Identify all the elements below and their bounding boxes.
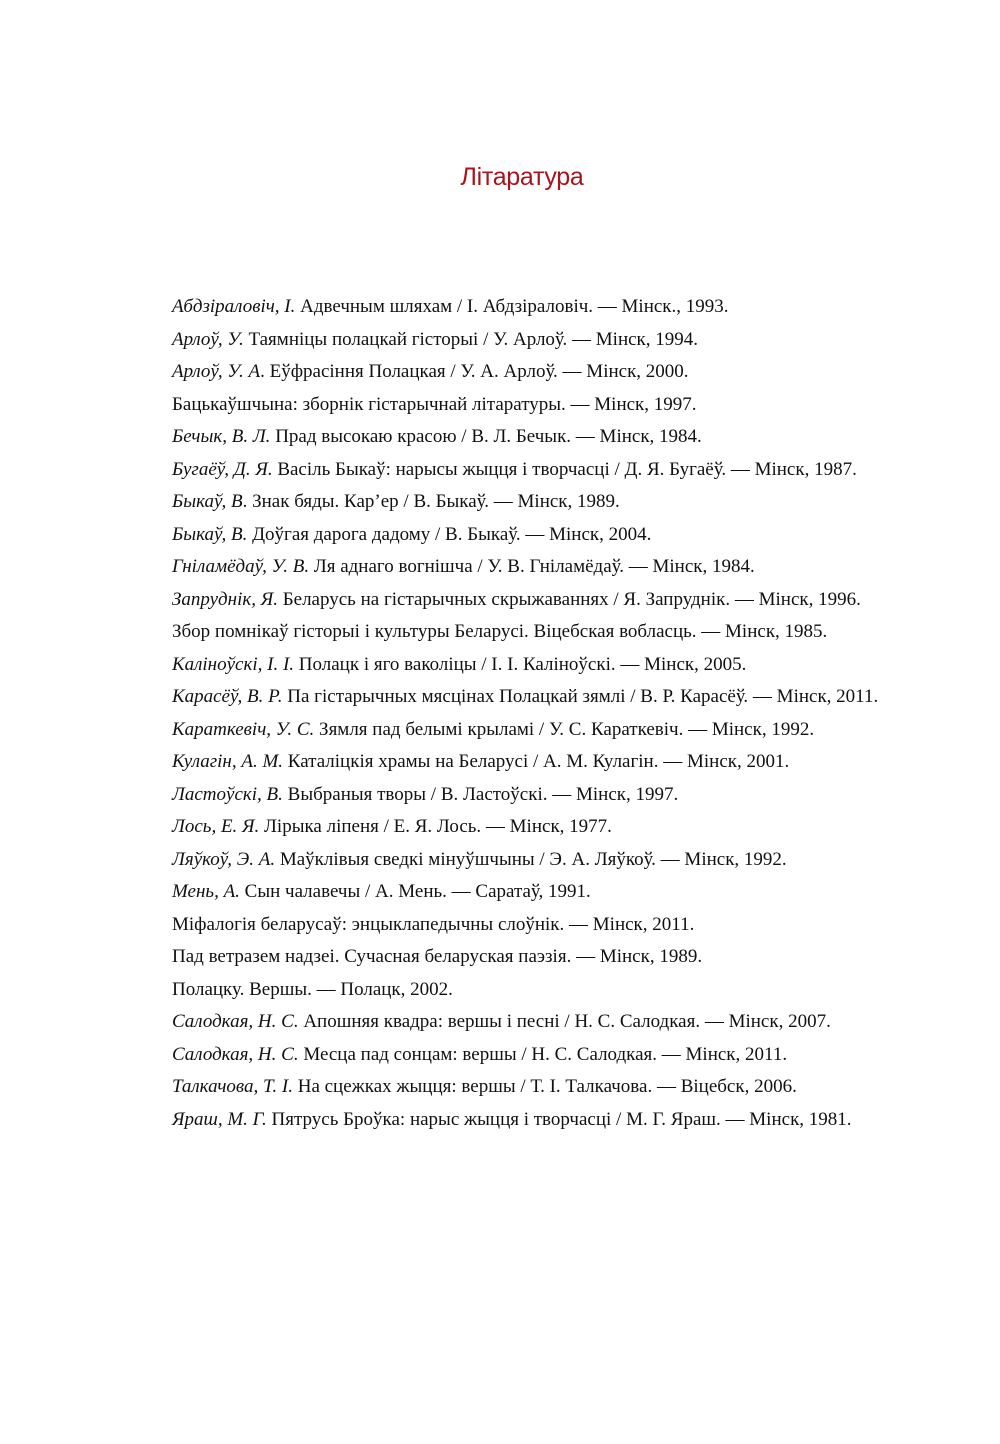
reference-author: Лось, Е. Я.	[172, 816, 260, 837]
reference-author: Запруднік, Я.	[172, 588, 278, 610]
reference-text: . Еўфрасіння Полацкая / У. А. Арлоў. — Мінск, 2000.	[260, 361, 689, 382]
reference-author: Караткевіч, У. С.	[172, 718, 315, 740]
reference-item	[133, 685, 913, 709]
reference-text: Полацку. Вершы. — Полацк, 2002.	[172, 978, 453, 1000]
reference-text: Беларусь на гістарычных скрыжаваннях / Я. Запруднік. — Мінск, 1996.	[282, 588, 861, 610]
reference-item	[133, 620, 913, 644]
reference-text: Таямніцы полацкай гісторыі / У. Арлоў. — Мінск, 1994.	[248, 328, 699, 350]
reference-item	[133, 750, 913, 774]
reference-text: Збор помнікаў гісторыі і культуры Беларусі. Віцебская вобласць. — Мінск, 1985.	[172, 621, 828, 642]
reference-author: Быкаў, В.	[172, 523, 248, 545]
reference-item	[133, 295, 913, 319]
reference-item	[133, 913, 913, 937]
reference-text: Доўгая дарога дадому / В. Быкаў. — Мінск, 2004.	[252, 523, 652, 545]
reference-item	[133, 880, 913, 904]
reference-author: Кулагін, А. М.	[172, 751, 284, 772]
reference-item	[133, 393, 913, 417]
reference-item	[133, 458, 913, 482]
reference-item	[133, 1075, 913, 1099]
reference-text: Міфалогія беларусаў: энцыклапедычны слоўнік. — Мінск, 2011.	[172, 913, 695, 935]
reference-text: Маўклівыя сведкі мінуўшчыны / Э. А. Ляўкоў. — Мінск, 1992.	[279, 848, 787, 870]
reference-author: Салодкая, Н. С.	[172, 1011, 299, 1032]
reference-item	[133, 588, 913, 612]
reference-author: Ластоўскі, В.	[172, 783, 283, 805]
reference-text: Полацк і яго ваколіцы / І. І. Каліноўскі. — Мінск, 2005.	[298, 653, 747, 675]
page-title: Літаратура	[460, 163, 584, 191]
reference-text: Па гістарычных мясцінах Полацкай зямлі / В. Р. Карасёў. — Мінск, 2011.	[287, 686, 879, 707]
reference-author: Гніламёдаў, У. В.	[172, 556, 310, 577]
reference-author: Ляўкоў, Э. А.	[172, 848, 276, 870]
reference-author: Абдзіраловіч, І.	[172, 296, 296, 317]
reference-author: Бечык, В. Л.	[172, 426, 271, 447]
reference-text: Каталіцкія храмы на Беларусі / А. М. Кулагін. — Мінск, 2001.	[287, 751, 790, 772]
reference-text: Месца пад сонцам: вершы / Н. С. Салодкая. — Мінск, 2011.	[303, 1043, 788, 1065]
reference-item	[133, 848, 913, 872]
reference-author: Арлоў, У. А	[172, 361, 261, 382]
reference-item	[133, 1108, 913, 1132]
reference-item	[133, 490, 913, 514]
reference-text: Зямля пад белымі крыламі / У. С. Караткевіч. — Мінск, 1992.	[319, 718, 815, 740]
reference-item	[133, 718, 913, 742]
reference-text: Выбраныя творы / В. Ластоўскі. — Мінск, 1997.	[287, 783, 679, 805]
reference-text: Пятрусь Броўка: нарыс жыцця і творчасці / М. Г. Яраш. — Мінск, 1981.	[271, 1108, 852, 1130]
reference-text: Ля аднаго вогнішча / У. В. Гніламёдаў. — Мінск, 1984.	[313, 556, 755, 577]
reference-author: Бугаёў, Д. Я.	[172, 458, 273, 480]
reference-text: На сцежках жыцця: вершы / Т. І. Талкачова. — Віцебск, 2006.	[297, 1076, 797, 1097]
reference-author: Яраш, М. Г.	[172, 1108, 267, 1130]
reference-item	[133, 360, 913, 384]
reference-author: Талкачова, Т. І.	[172, 1076, 293, 1097]
reference-item	[133, 328, 913, 352]
reference-author: Арлоў, У.	[172, 328, 244, 350]
reference-text: Прад высокаю красою / В. Л. Бечык. — Мінск, 1984.	[275, 426, 702, 447]
reference-text: Пад ветразем надзеі. Сучасная беларуская паэзія. — Мінск, 1989.	[172, 946, 703, 967]
reference-author: Каліноўскі, І. І.	[172, 653, 295, 675]
reference-item	[133, 555, 913, 579]
reference-text: Лірыка ліпеня / Е. Я. Лось. — Мінск, 1977.	[264, 816, 612, 837]
reference-author: Мень, А.	[172, 881, 240, 902]
reference-text: . Знак бяды. Кар’ер / В. Быкаў. — Мінск, 1989.	[242, 491, 620, 512]
reference-item	[133, 815, 913, 839]
reference-text: Адвечным шляхам / І. Абдзіраловіч. — Мінск., 1993.	[300, 296, 729, 317]
reference-author: Салодкая, Н. С.	[172, 1043, 299, 1065]
reference-author: Быкаў, В	[172, 491, 243, 512]
reference-item	[133, 523, 913, 547]
reference-item	[133, 783, 913, 807]
reference-text: Васіль Быкаў: нарысы жыцця і творчасці / Д. Я. Бугаёў. — Мінск, 1987.	[277, 458, 857, 480]
reference-text: Бацькаўшчына: зборнік гістарычнай літаратуры. — Мінск, 1997.	[172, 393, 697, 415]
reference-list	[133, 295, 913, 1140]
reference-text: Апошняя квадра: вершы і песні / Н. С. Салодкая. — Мінск, 2007.	[303, 1011, 831, 1032]
reference-item	[133, 1043, 913, 1067]
reference-text: Сын чалавечы / А. Мень. — Саратаў, 1991.	[244, 881, 591, 902]
reference-item	[133, 1010, 913, 1034]
reference-item	[133, 945, 913, 969]
reference-author: Карасёў, В. Р.	[172, 686, 283, 707]
reference-item	[133, 425, 913, 449]
reference-item	[133, 978, 913, 1002]
reference-item	[133, 653, 913, 677]
